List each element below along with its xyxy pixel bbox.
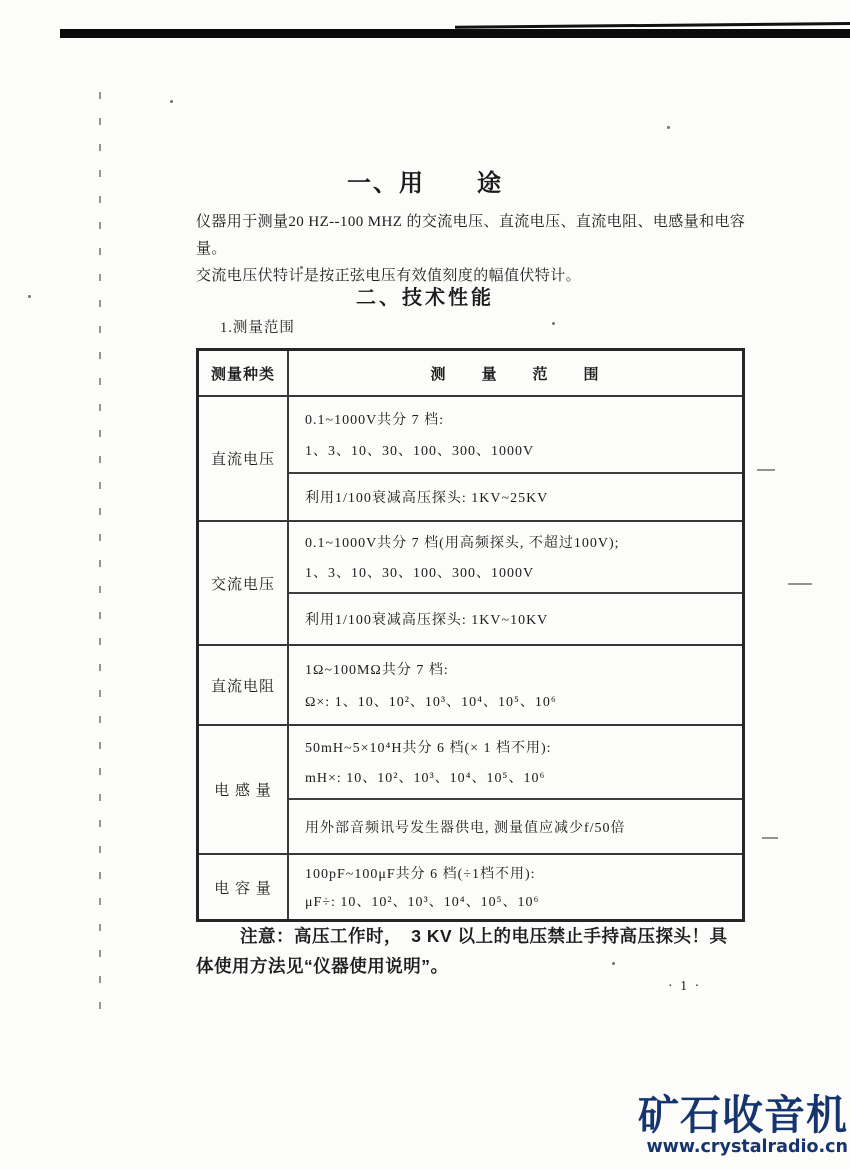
table-row-dc-resistance xyxy=(199,644,742,724)
range-section xyxy=(289,798,742,853)
subsection-label: 1.测量范围 xyxy=(220,320,295,336)
watermark-site-url: www.crystalradio.cn xyxy=(646,1137,848,1158)
header-cell-category: 测量种类 xyxy=(199,351,289,395)
range-section xyxy=(289,855,742,919)
range-line: 100pF~100μF共分 6 档(÷1档不用): xyxy=(305,867,536,882)
intro-line-2: 交流电压伏特计是按正弦电压有效值刻度的幅值伏特计。 xyxy=(196,268,582,284)
range-line: 0.1~1000V共分 7 档: xyxy=(305,412,445,428)
watermark xyxy=(638,1091,848,1158)
section-1-title: 一、用 途 xyxy=(347,171,503,197)
range-line: mH×: 10、10²、10³、10⁴、10⁵、10⁶ xyxy=(305,771,546,787)
range-section xyxy=(289,397,742,472)
range-line: 1、3、10、30、100、300、1000V xyxy=(305,566,535,581)
scan-speckle xyxy=(667,126,670,129)
scan-speckle xyxy=(552,322,555,325)
page-top-edge-bar xyxy=(60,29,850,38)
scan-speckle xyxy=(170,100,173,103)
caution-note xyxy=(196,921,756,981)
table-row-capacitance xyxy=(199,853,742,919)
range-line: 1Ω~100MΩ共分 7 档: xyxy=(305,662,449,678)
watermark-site-name: 矿石收音机 xyxy=(638,1091,848,1139)
range-line: 利用1/100衰减高压探头: 1KV~25KV xyxy=(305,491,549,506)
range-section xyxy=(289,592,742,644)
intro-paragraph xyxy=(196,209,748,290)
caution-note-line-2: 体使用方法见“仪器使用说明”。 xyxy=(196,956,449,976)
range-line: 0.1~1000V共分 7 档(用高频探头, 不超过100V); xyxy=(305,536,620,551)
range-section xyxy=(289,472,742,520)
category-label: 电 容 量 xyxy=(199,855,289,919)
page-number: · 1 · xyxy=(668,979,702,994)
section-2-title: 二、技术性能 xyxy=(356,287,494,309)
category-label: 电 感 量 xyxy=(199,726,289,853)
range-section xyxy=(289,646,742,724)
intro-line-1: 仪器用于测量20 HZ--100 MHZ 的交流电压、直流电压、直流电阻、电感量和电容量。 xyxy=(196,214,746,257)
scan-streak xyxy=(757,469,775,471)
range-line: 用外部音频讯号发生器供电, 测量值应减少f/50倍 xyxy=(305,820,626,836)
range-line: 1、3、10、30、100、300、1000V xyxy=(305,444,535,460)
category-label: 直流电压 xyxy=(199,397,289,520)
range-line: 利用1/100衰减高压探头: 1KV~10KV xyxy=(305,613,549,628)
table-row-dc-voltage xyxy=(199,395,742,520)
caution-note-line-1: 注意：高压工作时， 3 KV 以上的电压禁止手持高压探头！具 xyxy=(240,926,728,946)
table-header-row xyxy=(199,351,742,395)
range-line: μF÷: 10、10²、10³、10⁴、10⁵、10⁶ xyxy=(305,895,540,910)
range-line: Ω×: 1、10、10²、10³、10⁴、10⁵、10⁶ xyxy=(305,695,557,711)
range-section xyxy=(289,522,742,592)
scan-streak xyxy=(788,583,812,585)
header-cell-range: 测 量 范 围 xyxy=(430,366,601,383)
table-row-ac-voltage xyxy=(199,520,742,644)
table-row-inductance xyxy=(199,724,742,853)
binding-edge-dotted-line xyxy=(99,92,101,1012)
measurement-range-table xyxy=(196,348,745,922)
scan-streak xyxy=(762,837,778,839)
page-top-edge-line xyxy=(455,22,850,29)
range-section xyxy=(289,726,742,798)
range-line: 50mH~5×10⁴H共分 6 档(× 1 档不用): xyxy=(305,740,552,756)
category-label: 交流电压 xyxy=(199,522,289,644)
category-label: 直流电阻 xyxy=(199,646,289,724)
